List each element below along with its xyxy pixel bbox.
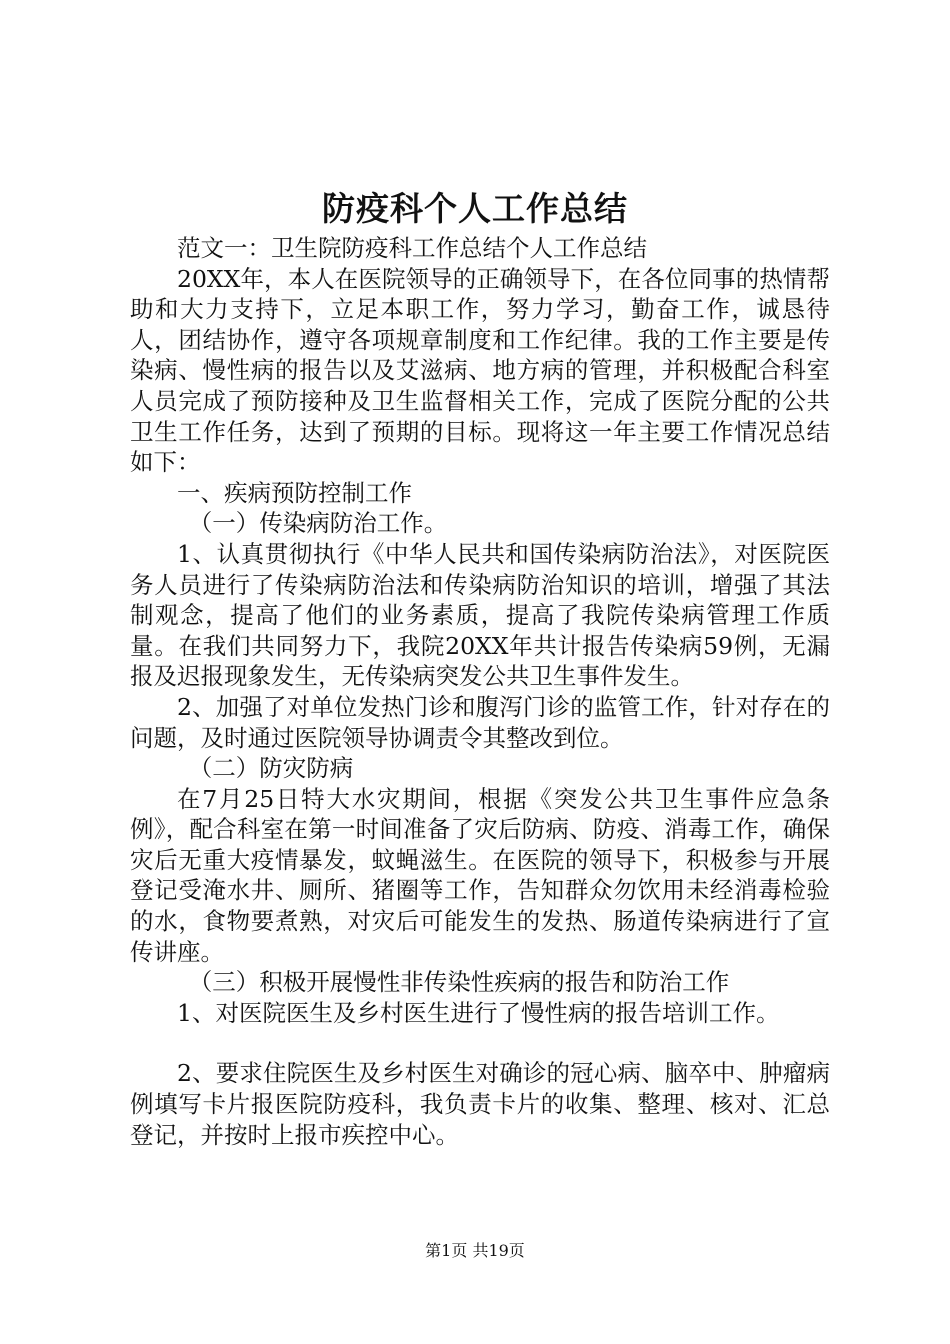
subsection-heading-disaster-prevention: （二）防灾防病 — [188, 754, 354, 783]
document-title: 防疫科个人工作总结 — [322, 189, 628, 228]
paragraph-flood: 在7月25日特大水灾期间，根据《突发公共卫生事件应急条例》，配合科室在第一时间准备了灾后防病、防疫、消毒工作，确保灾后无重大疫情暴发，蚊蝇滋生。在医院的领导下，积极参与开展登记受淹水井、厕所、猪圈等工作，告知群众勿饮用未经消毒检验的水，食物要煮熟，对灾后可能发生的发热、肠道传染病进行了宣传讲座。 — [130, 784, 830, 966]
paragraph-item-2: 2、加强了对单位发热门诊和腹泻门诊的监管工作，针对存在的问题，及时通过医院领导协调责令其整改到位。 — [130, 692, 830, 752]
subsection-heading-infectious-disease: （一）传染病防治工作。 — [188, 509, 448, 538]
document-body — [130, 233, 830, 1150]
paragraph-intro-heading: 范文一：卫生院防疫科工作总结个人工作总结 — [177, 234, 647, 262]
subsection-heading-chronic-disease: （三）积极开展慢性非传染性疾病的报告和防治工作 — [188, 968, 730, 997]
section-heading-disease-control: 一、疾病预防控制工作 — [177, 478, 412, 507]
paragraph-overview: 20XX年，本人在医院领导的正确领导下，在各位同事的热情帮助和大力支持下，立足本职工作，努力学习，勤奋工作，诚恳待人，团结协作，遵守各项规章制度和工作纪律。我的工作主要是传染病、慢性病的报告以及艾滋病、地方病的管理，并积极配合科室人员完成了预防接种及卫生监督相关工作，完成了医院分配的公共卫生工作任务，达到了预期的目标。现将这一年主要工作情况总结如下： — [130, 264, 830, 477]
paragraph-chronic-item-1: 1、对医院医生及乡村医生进行了慢性病的报告培训工作。 — [177, 998, 780, 1027]
page-number-footer: 第1页 共19页 — [425, 1241, 525, 1260]
paragraph-item-1: 1、认真贯彻执行《中华人民共和国传染病防治法》，对医院医务人员进行了传染病防治法和传染病防治知识的培训，增强了其法制观念，提高了他们的业务素质，提高了我院传染病管理工作质量。在我们共同努力下，我院20XX年共计报告传染病59例，无漏报及迟报现象发生，无传染病突发公共卫生事件发生。 — [130, 539, 830, 691]
paragraph-chronic-item-2: 2、要求住院医生及乡村医生对确诊的冠心病、脑卒中、肿瘤病例填写卡片报医院防疫科，我负责卡片的收集、整理、核对、汇总登记，并按时上报市疾控中心。 — [130, 1059, 830, 1149]
